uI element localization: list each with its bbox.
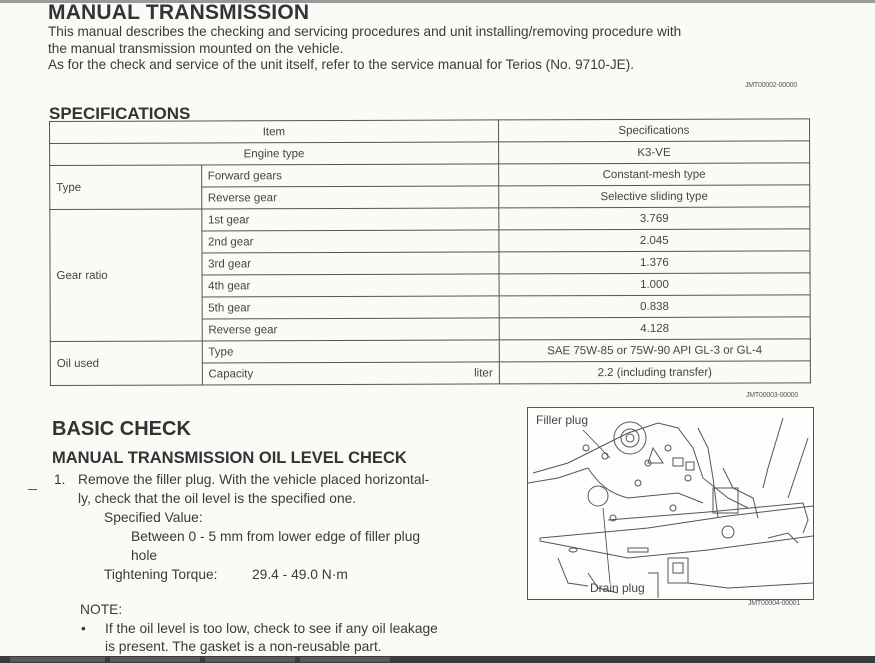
step-number: 1.	[54, 472, 66, 487]
row-value: 2.2 (including transfer)	[499, 361, 810, 384]
specified-value-label: Specified Value:	[104, 510, 203, 525]
row-item: Forward gears	[201, 164, 498, 187]
specified-value-line-2: hole	[131, 548, 158, 563]
row-value: 0.838	[499, 295, 810, 318]
drain-plug-label: Drain plug	[590, 581, 645, 595]
row-value: 1.000	[499, 273, 810, 296]
bottom-bar-segment	[10, 657, 105, 662]
row-item: Capacity	[208, 367, 254, 380]
group-label-oil-used: Oil used	[50, 341, 202, 386]
intro-line-3: As for the check and service of the unit itself, refer to the service manual for Terios (No. 9710-JE).	[48, 57, 635, 72]
row-item: 4th gear	[202, 274, 499, 297]
bottom-bar-segment	[110, 657, 200, 662]
row-item: 5th gear	[202, 296, 499, 319]
table-ref-code: JMT00003-00000	[746, 392, 799, 399]
transmission-diagram	[527, 407, 814, 600]
table-header-row	[50, 119, 810, 144]
row-value: 4.128	[499, 317, 810, 340]
row-item-capacity	[202, 362, 499, 385]
intro-paragraph	[48, 24, 818, 74]
note-line-1: If the oil level is too low, check to see if any oil leakage	[105, 621, 438, 636]
intro-ref-code: JMT00002-00000	[745, 82, 798, 89]
oil-level-check-heading: MANUAL TRANSMISSION OIL LEVEL CHECK	[52, 449, 407, 467]
specifications-heading: SPECIFICATIONS	[49, 104, 191, 123]
table-row	[50, 163, 810, 188]
group-label-type: Type	[50, 165, 202, 210]
step-line-1: Remove the filler plug. With the vehicle placed horizontal-	[78, 472, 430, 487]
specifications-table	[49, 118, 811, 386]
filler-plug-label: Filler plug	[536, 413, 589, 427]
margin-mark	[28, 489, 37, 490]
basic-check-heading: BASIC CHECK	[52, 418, 191, 440]
row-item: 1st gear	[201, 208, 498, 231]
table-row	[50, 339, 810, 364]
bottom-edge-bar	[0, 656, 875, 663]
column-header-item: Item	[50, 120, 499, 144]
row-item: Reverse gear	[201, 186, 498, 209]
intro-line-2: the manual transmission mounted on the vehicle.	[48, 40, 344, 56]
row-item: Reverse gear	[202, 318, 499, 341]
torque-label: Tightening Torque:	[104, 567, 218, 582]
row-value: Selective sliding type	[498, 185, 809, 208]
figure-ref-code: JMT00004-00001	[748, 600, 801, 607]
row-unit: liter	[474, 366, 493, 380]
row-value: 2.045	[499, 229, 810, 252]
step-line-2: ly, check that the oil level is the specified one.	[78, 491, 357, 506]
table-row	[50, 207, 810, 232]
note-line-2: is present. The gasket is a non-reusable part.	[105, 639, 382, 654]
note-label: NOTE:	[80, 602, 123, 617]
row-value: 3.769	[499, 207, 810, 230]
bottom-bar-segment	[205, 657, 295, 662]
row-item: 2nd gear	[201, 230, 498, 253]
page-title: MANUAL TRANSMISSION	[48, 1, 310, 24]
engine-type-label: Engine type	[50, 142, 499, 166]
transmission-drawing-icon	[528, 408, 813, 599]
intro-line-1: This manual describes the checking and servicing procedures and unit installing/removing procedure with	[48, 24, 682, 39]
row-value: SAE 75W-85 or 75W-90 API GL-3 or GL-4	[499, 339, 810, 362]
row-item: 3rd gear	[202, 252, 499, 275]
engine-type-value: K3-VE	[498, 141, 809, 164]
torque-value: 29.4 - 49.0 N·m	[252, 567, 348, 582]
group-label-gear-ratio: Gear ratio	[50, 209, 202, 342]
table-row	[50, 141, 810, 166]
row-item: Type	[202, 340, 499, 363]
bottom-bar-segment	[300, 657, 390, 662]
column-header-specifications: Specifications	[498, 119, 809, 142]
note-bullet: •	[81, 621, 86, 636]
row-value: Constant-mesh type	[498, 163, 809, 186]
row-value: 1.376	[499, 251, 810, 274]
specified-value-line-1: Between 0 - 5 mm from lower edge of filler plug	[131, 529, 421, 544]
